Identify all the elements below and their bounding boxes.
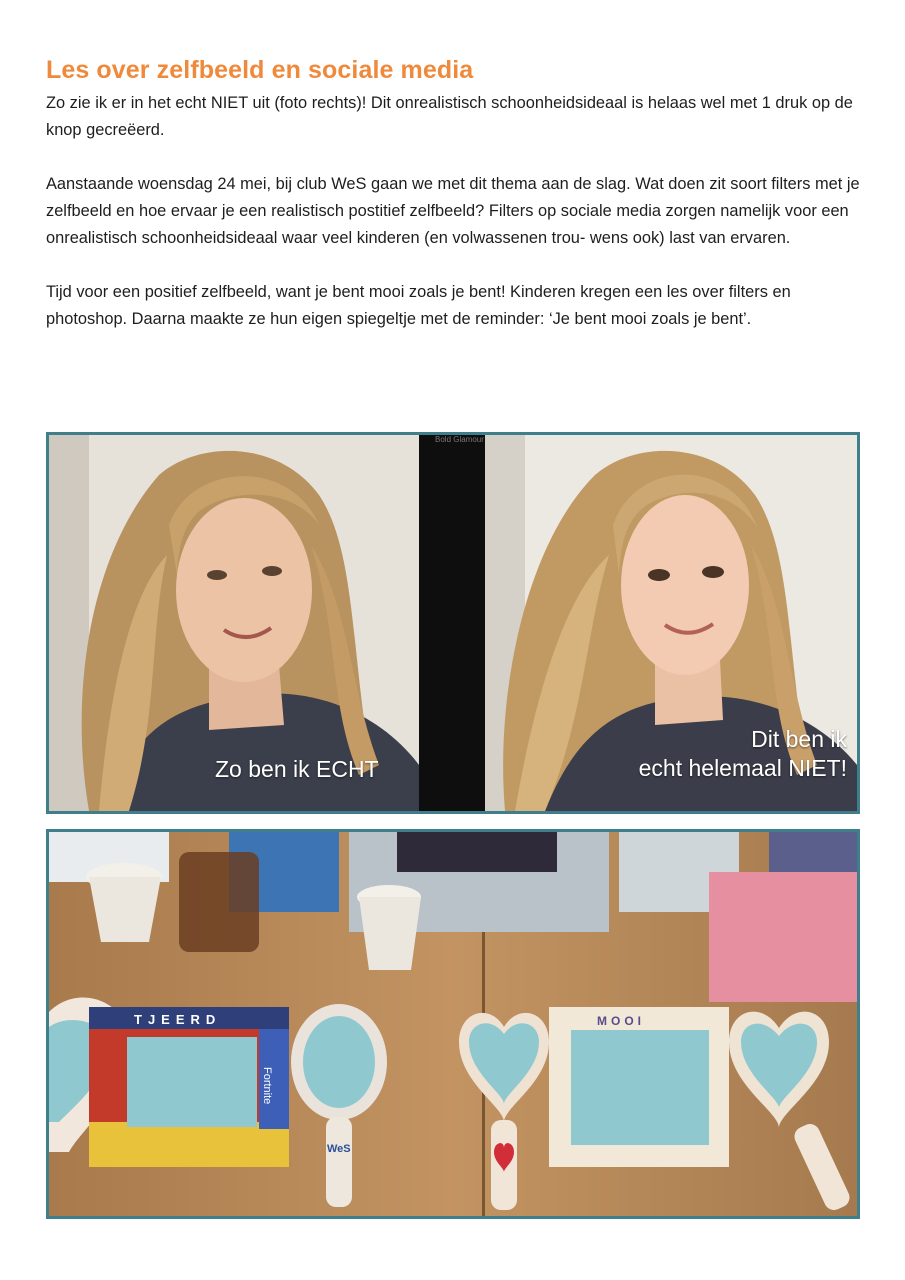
mirror-mooi-label: MOOI: [597, 1014, 645, 1028]
mirror-wes-label: WeS: [327, 1143, 351, 1155]
mirror-side-label: Fortnite: [261, 1067, 273, 1105]
selfie-comparison-photo: [46, 432, 860, 814]
page-title: Les over zelfbeeld en sociale media: [46, 56, 474, 84]
caption-filtered-line-1: Dit ben ik: [751, 726, 847, 752]
caption-filtered: [639, 725, 847, 783]
selfie-real-panel: [49, 435, 419, 811]
divider-label: Bold Glamour: [435, 435, 484, 444]
selfie-filtered-panel: [485, 435, 857, 811]
craft-mirrors-photo: [46, 829, 860, 1219]
paragraph-2: Aanstaande woensdag 24 mei, bij club WeS gaan we met dit thema aan de slag. Wat doen zit soort filters met je zelfbeeld en hoe ervaar je een realistisch postitief zelfbeeld? Filters op sociale media zorgen namelijk voor een onrealistisch schoonheidsideaal waar veel kinderen (en volwassenen trou- wens ook) last van ervaren.: [46, 175, 860, 247]
craft-table-scene: [49, 832, 857, 1216]
mirror-name-label: TJEERD: [134, 1012, 222, 1027]
article-body: [46, 90, 866, 360]
caption-real: Zo ben ik ECHT: [215, 756, 379, 782]
paragraph-1: Zo zie ik er in het echt NIET uit (foto rechts)! Dit onrealistisch schoonheidsideaal is helaas wel met 1 druk op de knop gecreëerd.: [46, 94, 853, 139]
paragraph-3: Tijd voor een positief zelfbeeld, want je bent mooi zoals je bent! Kinderen kregen een les over filters en photoshop. Daarna maakte ze hun eigen spiegeltje met de reminder: ‘Je bent mooi zoals je bent’.: [46, 283, 791, 328]
photo-divider: [419, 435, 485, 811]
caption-filtered-line-2: echt helemaal NIET!: [638, 755, 847, 781]
